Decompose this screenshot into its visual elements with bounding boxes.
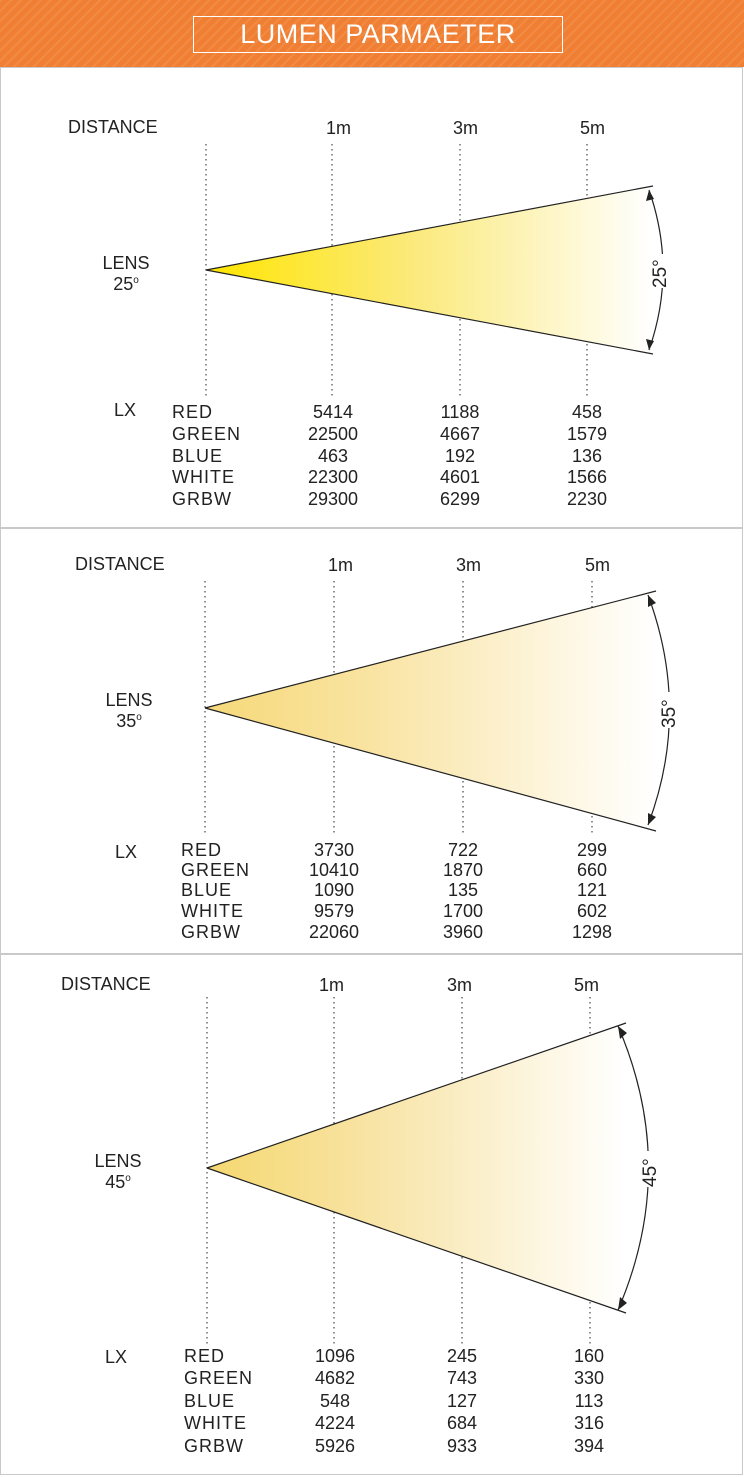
value-blue-3m: 192 — [444, 446, 476, 466]
value-blue-5m: 136 — [571, 446, 603, 466]
row-red-label: RED — [181, 840, 223, 860]
value-grbw-1m: 29300 — [307, 489, 359, 509]
value-blue-1m: 548 — [319, 1391, 351, 1411]
row-grbw-label: GRBW — [181, 922, 241, 942]
value-red-1m: 1096 — [314, 1346, 356, 1366]
row-blue-label: BLUE — [172, 446, 224, 466]
value-grbw-5m: 1298 — [571, 922, 613, 942]
value-white-5m: 316 — [573, 1413, 605, 1433]
lx-label: LX — [115, 842, 138, 862]
distance-5m: 5m — [580, 118, 606, 138]
row-grbw-label: GRBW — [172, 489, 232, 509]
value-red-3m: 722 — [447, 840, 479, 860]
value-green-1m: 10410 — [308, 860, 360, 880]
value-green-1m: 4682 — [314, 1368, 356, 1388]
value-white-1m: 9579 — [313, 901, 355, 921]
value-green-1m: 22500 — [307, 424, 359, 444]
distance-1m: 1m — [326, 118, 352, 138]
value-white-1m: 22300 — [307, 467, 359, 487]
lens-label: LENS 25$^o$ — [102, 253, 150, 294]
value-grbw-3m: 6299 — [439, 489, 481, 509]
header-banner — [0, 0, 744, 67]
value-white-3m: 4601 — [439, 467, 481, 487]
value-grbw-1m: 5926 — [314, 1436, 356, 1456]
row-green-label: GREEN — [181, 860, 251, 880]
value-white-1m: 4224 — [314, 1413, 356, 1433]
lens-panel-45 — [0, 954, 743, 1475]
value-white-3m: 1700 — [442, 901, 484, 921]
beam-angle-label: 45° — [640, 1158, 661, 1187]
lens-label: LENS 45$^o$ — [94, 1151, 142, 1192]
value-blue-5m: 121 — [576, 880, 608, 900]
lens-panel-35 — [0, 528, 743, 954]
row-blue-label: BLUE — [181, 880, 233, 900]
distance-3m: 3m — [456, 555, 482, 575]
row-blue-label: BLUE — [184, 1391, 236, 1411]
value-grbw-5m: 394 — [573, 1436, 605, 1456]
page-title: LUMEN PARMAETER — [193, 16, 563, 53]
value-blue-3m: 135 — [447, 880, 479, 900]
row-grbw-label: GRBW — [184, 1436, 244, 1456]
row-white-label: WHITE — [184, 1413, 247, 1433]
value-white-5m: 1566 — [566, 467, 608, 487]
distance-3m: 3m — [447, 975, 473, 995]
value-blue-5m: 113 — [574, 1391, 604, 1411]
lx-label: LX — [105, 1347, 128, 1367]
value-blue-1m: 1090 — [313, 880, 355, 900]
beam-angle-label: 25° — [650, 259, 671, 288]
row-white-label: WHITE — [172, 467, 235, 487]
value-red-1m: 3730 — [313, 840, 355, 860]
value-grbw-3m: 933 — [446, 1436, 478, 1456]
value-green-3m: 1870 — [442, 860, 484, 880]
lx-label: LX — [114, 400, 137, 420]
row-green-label: GREEN — [172, 424, 242, 444]
value-red-5m: 160 — [573, 1346, 605, 1366]
row-green-label: GREEN — [184, 1368, 254, 1388]
value-blue-3m: 127 — [446, 1391, 478, 1411]
distance-3m: 3m — [453, 118, 479, 138]
distance-label: DISTANCE — [68, 117, 158, 137]
value-red-5m: 299 — [576, 840, 608, 860]
distance-1m: 1m — [328, 555, 354, 575]
distance-5m: 5m — [574, 975, 600, 995]
value-green-3m: 743 — [446, 1368, 478, 1388]
value-green-5m: 660 — [576, 860, 608, 880]
beam-angle-label: 35° — [659, 699, 680, 728]
value-red-3m: 245 — [446, 1346, 478, 1366]
lens-label: LENS 35$^o$ — [105, 690, 153, 731]
value-grbw-1m: 22060 — [308, 922, 360, 942]
value-blue-1m: 463 — [317, 446, 349, 466]
lens-panel-25 — [0, 67, 743, 528]
value-grbw-5m: 2230 — [566, 489, 608, 509]
distance-1m: 1m — [319, 975, 345, 995]
row-white-label: WHITE — [181, 901, 244, 921]
value-red-5m: 458 — [571, 402, 603, 422]
row-red-label: RED — [184, 1346, 226, 1366]
distance-label: DISTANCE — [75, 554, 165, 574]
value-red-3m: 1188 — [440, 402, 480, 422]
row-red-label: RED — [172, 402, 214, 422]
value-white-5m: 602 — [576, 901, 608, 921]
value-green-3m: 4667 — [439, 424, 481, 444]
value-green-5m: 330 — [573, 1368, 605, 1388]
value-green-5m: 1579 — [566, 424, 608, 444]
distance-5m: 5m — [585, 555, 611, 575]
value-red-1m: 5414 — [312, 402, 354, 422]
distance-label: DISTANCE — [61, 974, 151, 994]
value-white-3m: 684 — [446, 1413, 478, 1433]
value-grbw-3m: 3960 — [442, 922, 484, 942]
